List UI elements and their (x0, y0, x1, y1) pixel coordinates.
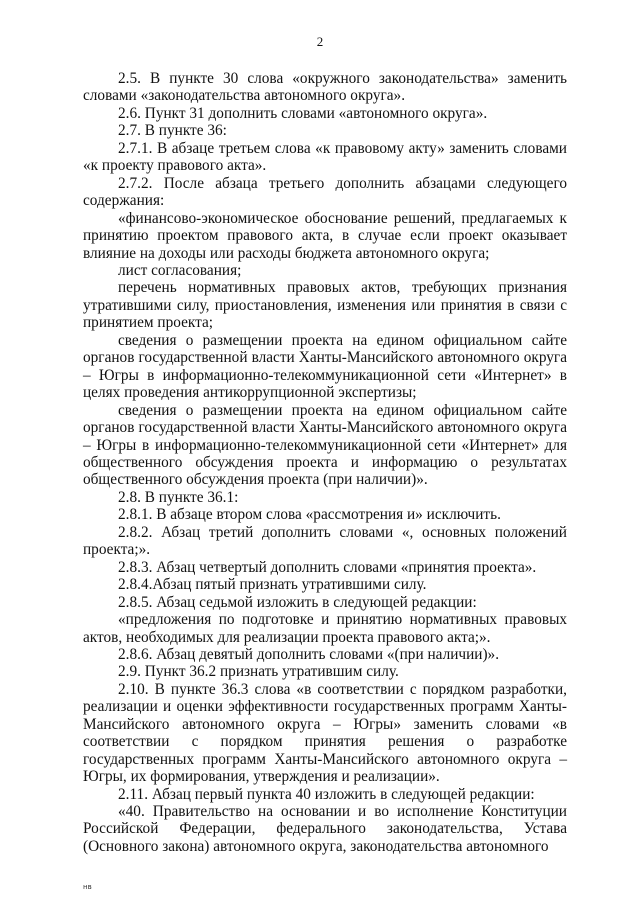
page-number: 2 (316, 34, 324, 49)
paragraph: «предложения по подготовке и принятию нормативных правовых актов, необходимых для реализации проекта правового акта;». (83, 611, 567, 646)
footer-mark: нв (83, 883, 92, 891)
paragraph: 2.8.6. Абзац девятый дополнить словами «(при наличии)». (118, 645, 500, 663)
paragraph: сведения о размещении проекта на едином официальном сайте органов государственной власти Ханты-Мансийского автономного округа – Югры в информационно-телекоммуникационной сети «Интернет» для общественного обсуждения проекта и информацию о результатах общественного обсуждения проекта (при наличии)». (83, 401, 567, 489)
paragraph: сведения о размещении проекта на едином официальном сайте органов государственной власти Ханты-Мансийского автономного округа – Югры в информационно-телекоммуникационной сети «Интернет» в целях проведения антикоррупционной экспертизы; (83, 331, 567, 402)
paragraph: перечень нормативных правовых актов, требующих признания утратившими силу, приостановления, изменения или принятия в связи с принятием проекта; (83, 279, 567, 332)
paragraph: 2.8.5. Абзац седьмой изложить в следующей редакции: (118, 593, 477, 611)
document-body (83, 70, 567, 855)
paragraph: лист согласования; (118, 261, 242, 279)
paragraph: 2.7. В пункте 36: (118, 122, 227, 140)
paragraph: 2.11. Абзац первый пункта 40 изложить в следующей редакции: (118, 785, 535, 803)
paragraph: 2.8.1. В абзаце втором слова «рассмотрения и» исключить. (118, 506, 501, 524)
paragraph: 2.7.2. После абзаца третьего дополнить абзацами следующего содержания: (83, 174, 567, 210)
paragraph: 2.8.3. Абзац четвертый дополнить словами «принятия проекта». (118, 558, 537, 576)
paragraph: 2.5. В пункте 30 слова «окружного законодательства» заменить словами «законодательства автономного округа». (83, 70, 567, 105)
paragraph: 2.6. Пункт 31 дополнить словами «автономного округа». (118, 104, 488, 122)
paragraph: «финансово-экономическое обоснование решений, предлагаемых к принятию проектом правового акта, в случае если проект оказывает влияние на доходы или расходы бюджета автономного округа; (83, 209, 567, 262)
paragraph: 2.8.2. Абзац третий дополнить словами «, основных положений проекта;». (83, 523, 567, 559)
paragraph: 2.9. Пункт 36.2 признать утратившим силу. (118, 663, 399, 681)
paragraph: 2.7.1. В абзаце третьем слова «к правовому акту» заменить словами «к проекту правового акта». (83, 139, 567, 175)
paragraph: 2.8.4.Абзац пятый признать утратившими силу. (118, 576, 427, 594)
paragraph: «40. Правительство на основании и во исполнение Конституции Российской Федерации, федерального законодательства, Устава (Основного закона) автономного округа, законодательства автономного (83, 803, 567, 855)
paragraph: 2.10. В пункте 36.3 слова «в соответствии с порядком разработки, реализации и оценки эффективности государственных программ Ханты-Мансийского автономного округа – Югры» заменить словами «в соответствии с порядком принятия решения о разработке государственных программ Ханты-Мансийского автономного округа – Югры, их формирования, утверждения и реализации». (83, 680, 567, 786)
paragraph: 2.8. В пункте 36.1: (118, 488, 239, 506)
